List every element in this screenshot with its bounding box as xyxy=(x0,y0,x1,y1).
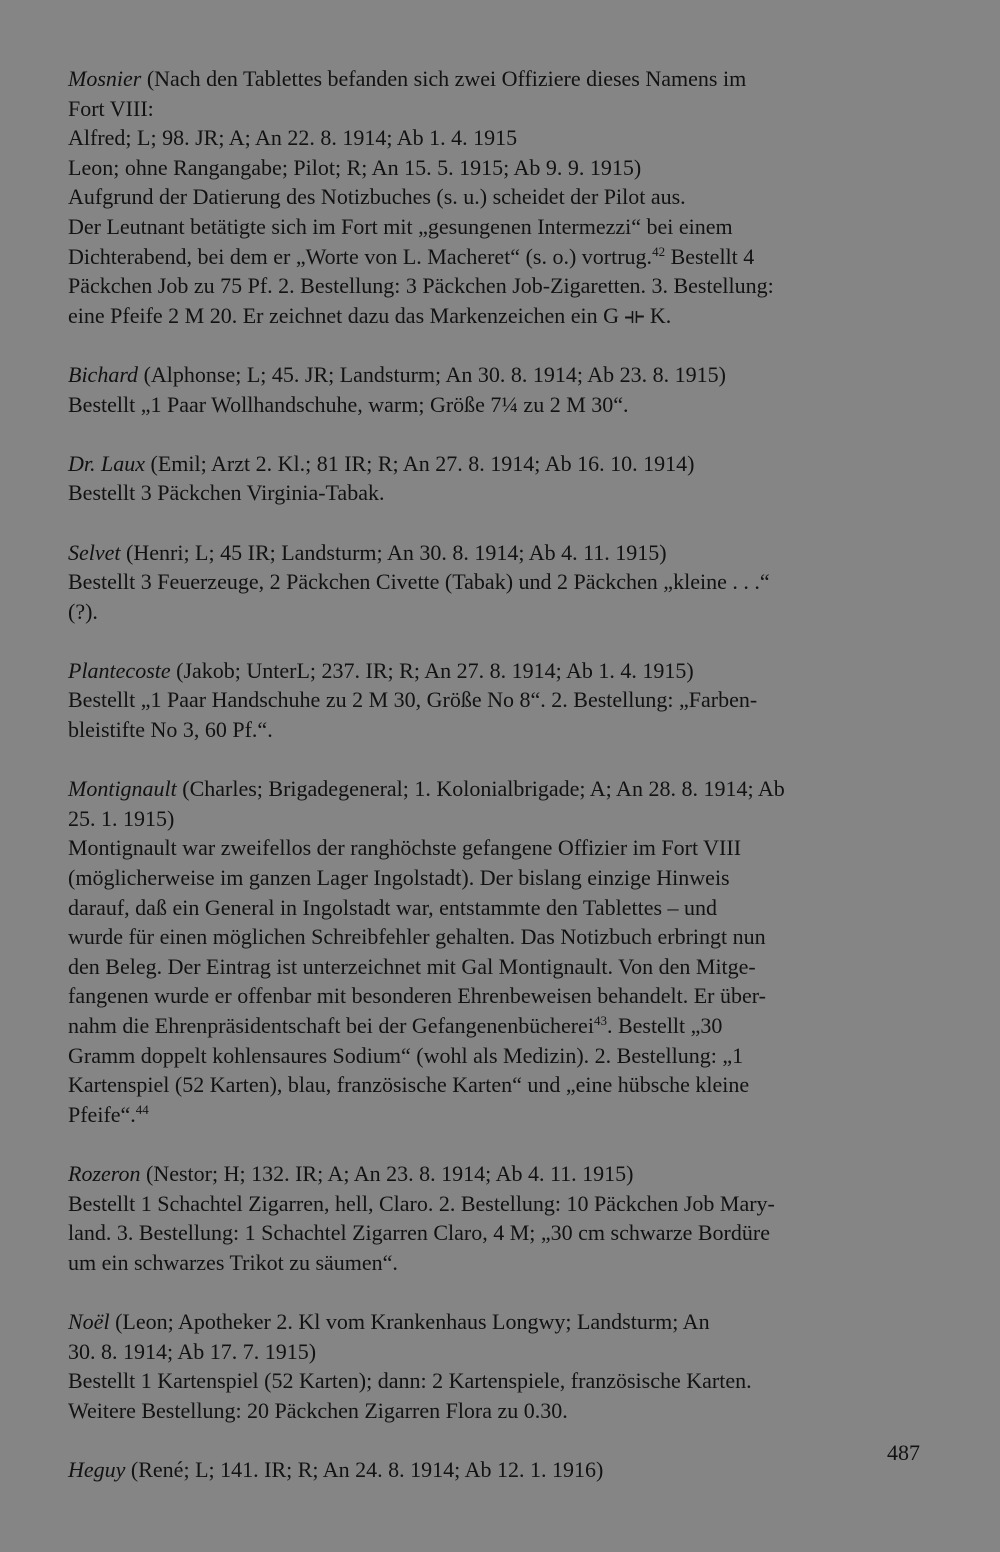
entry-line: Alfred; L; 98. JR; A; An 22. 8. 1914; Ab 1. 4. 1915 xyxy=(68,125,518,151)
entry-mosnier xyxy=(68,64,922,330)
entry-line: Bestellt „1 Paar Handschuhe zu 2 M 30, Größe No 8“. 2. Bestellung: „Farben- xyxy=(68,687,758,713)
footnote-ref: 44 xyxy=(135,1101,149,1117)
entry-line: Bestellt „1 Paar Wollhandschuhe, warm; Größe 7¼ zu 2 M 30“. xyxy=(68,391,629,417)
entry-name: Montignault xyxy=(68,776,177,802)
entry-line: (Charles; Brigadegeneral; 1. Kolonialbrigade; A; An 28. 8. 1914; Ab xyxy=(176,776,785,802)
entry-line: (Emil; Arzt 2. Kl.; 81 IR; R; An 27. 8. 1914; Ab 16. 10. 1914) xyxy=(145,450,695,476)
entry-line: (?). xyxy=(68,598,98,624)
entry-line: 30. 8. 1914; Ab 17. 7. 1915) xyxy=(68,1338,317,1364)
entry-line: Bestellt 1 Schachtel Zigarren, hell, Claro. 2. Bestellung: 10 Päckchen Job Mary- xyxy=(68,1190,775,1216)
entry-line: (Henri; L; 45 IR; Landsturm; An 30. 8. 1914; Ab 4. 11. 1915) xyxy=(120,539,667,565)
entry-line: Bestellt 3 Päckchen Virginia-Tabak. xyxy=(68,480,385,506)
entry-line-continuation: Bestellt 4 xyxy=(665,243,755,269)
entry-line: (Nach den Tablettes befanden sich zwei Offiziere dieses Namens im xyxy=(141,66,747,91)
entry-line: (Leon; Apotheker 2. Kl vom Krankenhaus Longwy; Landsturm; An xyxy=(109,1308,710,1334)
entry-laux xyxy=(68,449,922,508)
text-line xyxy=(68,449,922,479)
footnote-ref: 43 xyxy=(593,1013,607,1029)
text-line xyxy=(68,538,922,568)
text-line xyxy=(68,360,922,390)
entry-name: Plantecoste xyxy=(68,657,171,683)
entry-line: (René; L; 141. IR; R; An 24. 8. 1914; Ab 12. 1. 1916) xyxy=(125,1456,604,1482)
entry-line: land. 3. Bestellung: 1 Schachtel Zigarren Claro, 4 M; „30 cm schwarze Bordüre xyxy=(68,1220,770,1246)
entry-name: Rozeron xyxy=(68,1160,141,1186)
entry-line: um ein schwarzes Trikot zu säumen“. xyxy=(68,1249,398,1275)
text-line xyxy=(68,656,922,686)
entry-noel xyxy=(68,1307,922,1425)
entry-line: Montignault war zweifellos der ranghöchste gefangene Offizier im Fort VIII xyxy=(68,835,742,861)
entry-line: Aufgrund der Datierung des Notizbuches (s. u.) scheidet der Pilot aus. xyxy=(68,184,686,210)
entry-line: (Nestor; H; 132. IR; A; An 23. 8. 1914; Ab 4. 11. 1915) xyxy=(140,1160,634,1186)
entry-name: Mosnier xyxy=(68,66,142,91)
entry-line: bleistifte No 3, 60 Pf.“. xyxy=(68,717,273,743)
entry-line: (Jakob; UnterL; 237. IR; R; An 27. 8. 1914; Ab 1. 4. 1915) xyxy=(170,657,694,683)
entry-line: Kartenspiel (52 Karten), blau, französische Karten“ und „eine hübsche kleine xyxy=(68,1072,750,1098)
entry-line: Dichterabend, bei dem er „Worte von L. Macheret“ (s. o.) vortrug. xyxy=(68,243,653,269)
entry-line: Bestellt 1 Kartenspiel (52 Karten); dann: 2 Kartenspiele, französische Karten. xyxy=(68,1368,752,1394)
entry-line: Pfeife“. xyxy=(68,1101,136,1127)
entry-name: Heguy xyxy=(68,1456,126,1482)
entry-line: Fort VIII: xyxy=(68,95,154,121)
entry-name: Dr. Laux xyxy=(68,450,146,476)
page-number: 487 xyxy=(887,1440,920,1465)
entry-line: wurde für einen möglichen Schreibfehler gehalten. Das Notizbuch erbringt nun xyxy=(68,924,766,950)
entry-heguy xyxy=(68,1455,922,1485)
text-line xyxy=(68,64,922,94)
text-line xyxy=(68,1011,922,1041)
entry-line: Leon; ohne Rangangabe; Pilot; R; An 15. 5. 1915; Ab 9. 9. 1915) xyxy=(68,154,642,180)
entry-line: nahm die Ehrenpräsidentschaft bei der Gefangenenbücherei xyxy=(68,1013,594,1038)
entry-line: Päckchen Job zu 75 Pf. 2. Bestellung: 3 Päckchen Job-Zigaretten. 3. Bestellung: xyxy=(68,273,774,299)
footnote-ref: 42 xyxy=(652,243,666,259)
entry-montignault xyxy=(68,774,922,1129)
entry-line: den Beleg. Der Eintrag ist unterzeichnet mit Gal Montignault. Von den Mitge- xyxy=(68,953,756,979)
entry-plantecoste xyxy=(68,656,922,745)
text-line xyxy=(68,1307,922,1337)
entry-line: Der Leutnant betätigte sich im Fort mit „gesungenen Intermezzi“ bei einem xyxy=(68,213,733,239)
entry-line: 25. 1. 1915) xyxy=(68,805,175,831)
text-line xyxy=(68,1159,922,1189)
entry-bichard xyxy=(68,360,922,419)
entry-line: Bestellt 3 Feuerzeuge, 2 Päckchen Civette (Tabak) und 2 Päckchen „kleine . . .“ xyxy=(68,569,770,595)
text-line xyxy=(68,1455,922,1485)
text-line xyxy=(68,1100,922,1130)
entry-line: Gramm doppelt kohlensaures Sodium“ (wohl als Medizin). 2. Bestellung: „1 xyxy=(68,1042,744,1068)
entry-name: Selvet xyxy=(68,539,121,565)
entry-line: (Alphonse; L; 45. JR; Landsturm; An 30. 8. 1914; Ab 23. 8. 1915) xyxy=(138,361,726,387)
book-page xyxy=(68,64,922,1514)
entry-name: Noël xyxy=(68,1308,110,1334)
entry-line: darauf, daß ein General in Ingolstadt war, entstammte den Tablettes – und xyxy=(68,894,718,920)
entry-line: eine Pfeife 2 M 20. Er zeichnet dazu das Markenzeichen ein G ⟛ K. xyxy=(68,302,672,328)
entry-line: fangenen wurde er offenbar mit besonderen Ehrenbeweisen behandelt. Er über- xyxy=(68,983,766,1009)
entry-selvet xyxy=(68,538,922,627)
entry-line: (möglicherweise im ganzen Lager Ingolstadt). Der bislang einzige Hinweis xyxy=(68,865,730,891)
entry-rozeron xyxy=(68,1159,922,1277)
entry-line: Weitere Bestellung: 20 Päckchen Zigarren Flora zu 0.30. xyxy=(68,1397,568,1423)
text-line xyxy=(68,242,922,272)
text-line xyxy=(68,774,922,804)
entry-name: Bichard xyxy=(68,361,139,387)
entry-line-continuation: . Bestellt „30 xyxy=(606,1013,723,1038)
